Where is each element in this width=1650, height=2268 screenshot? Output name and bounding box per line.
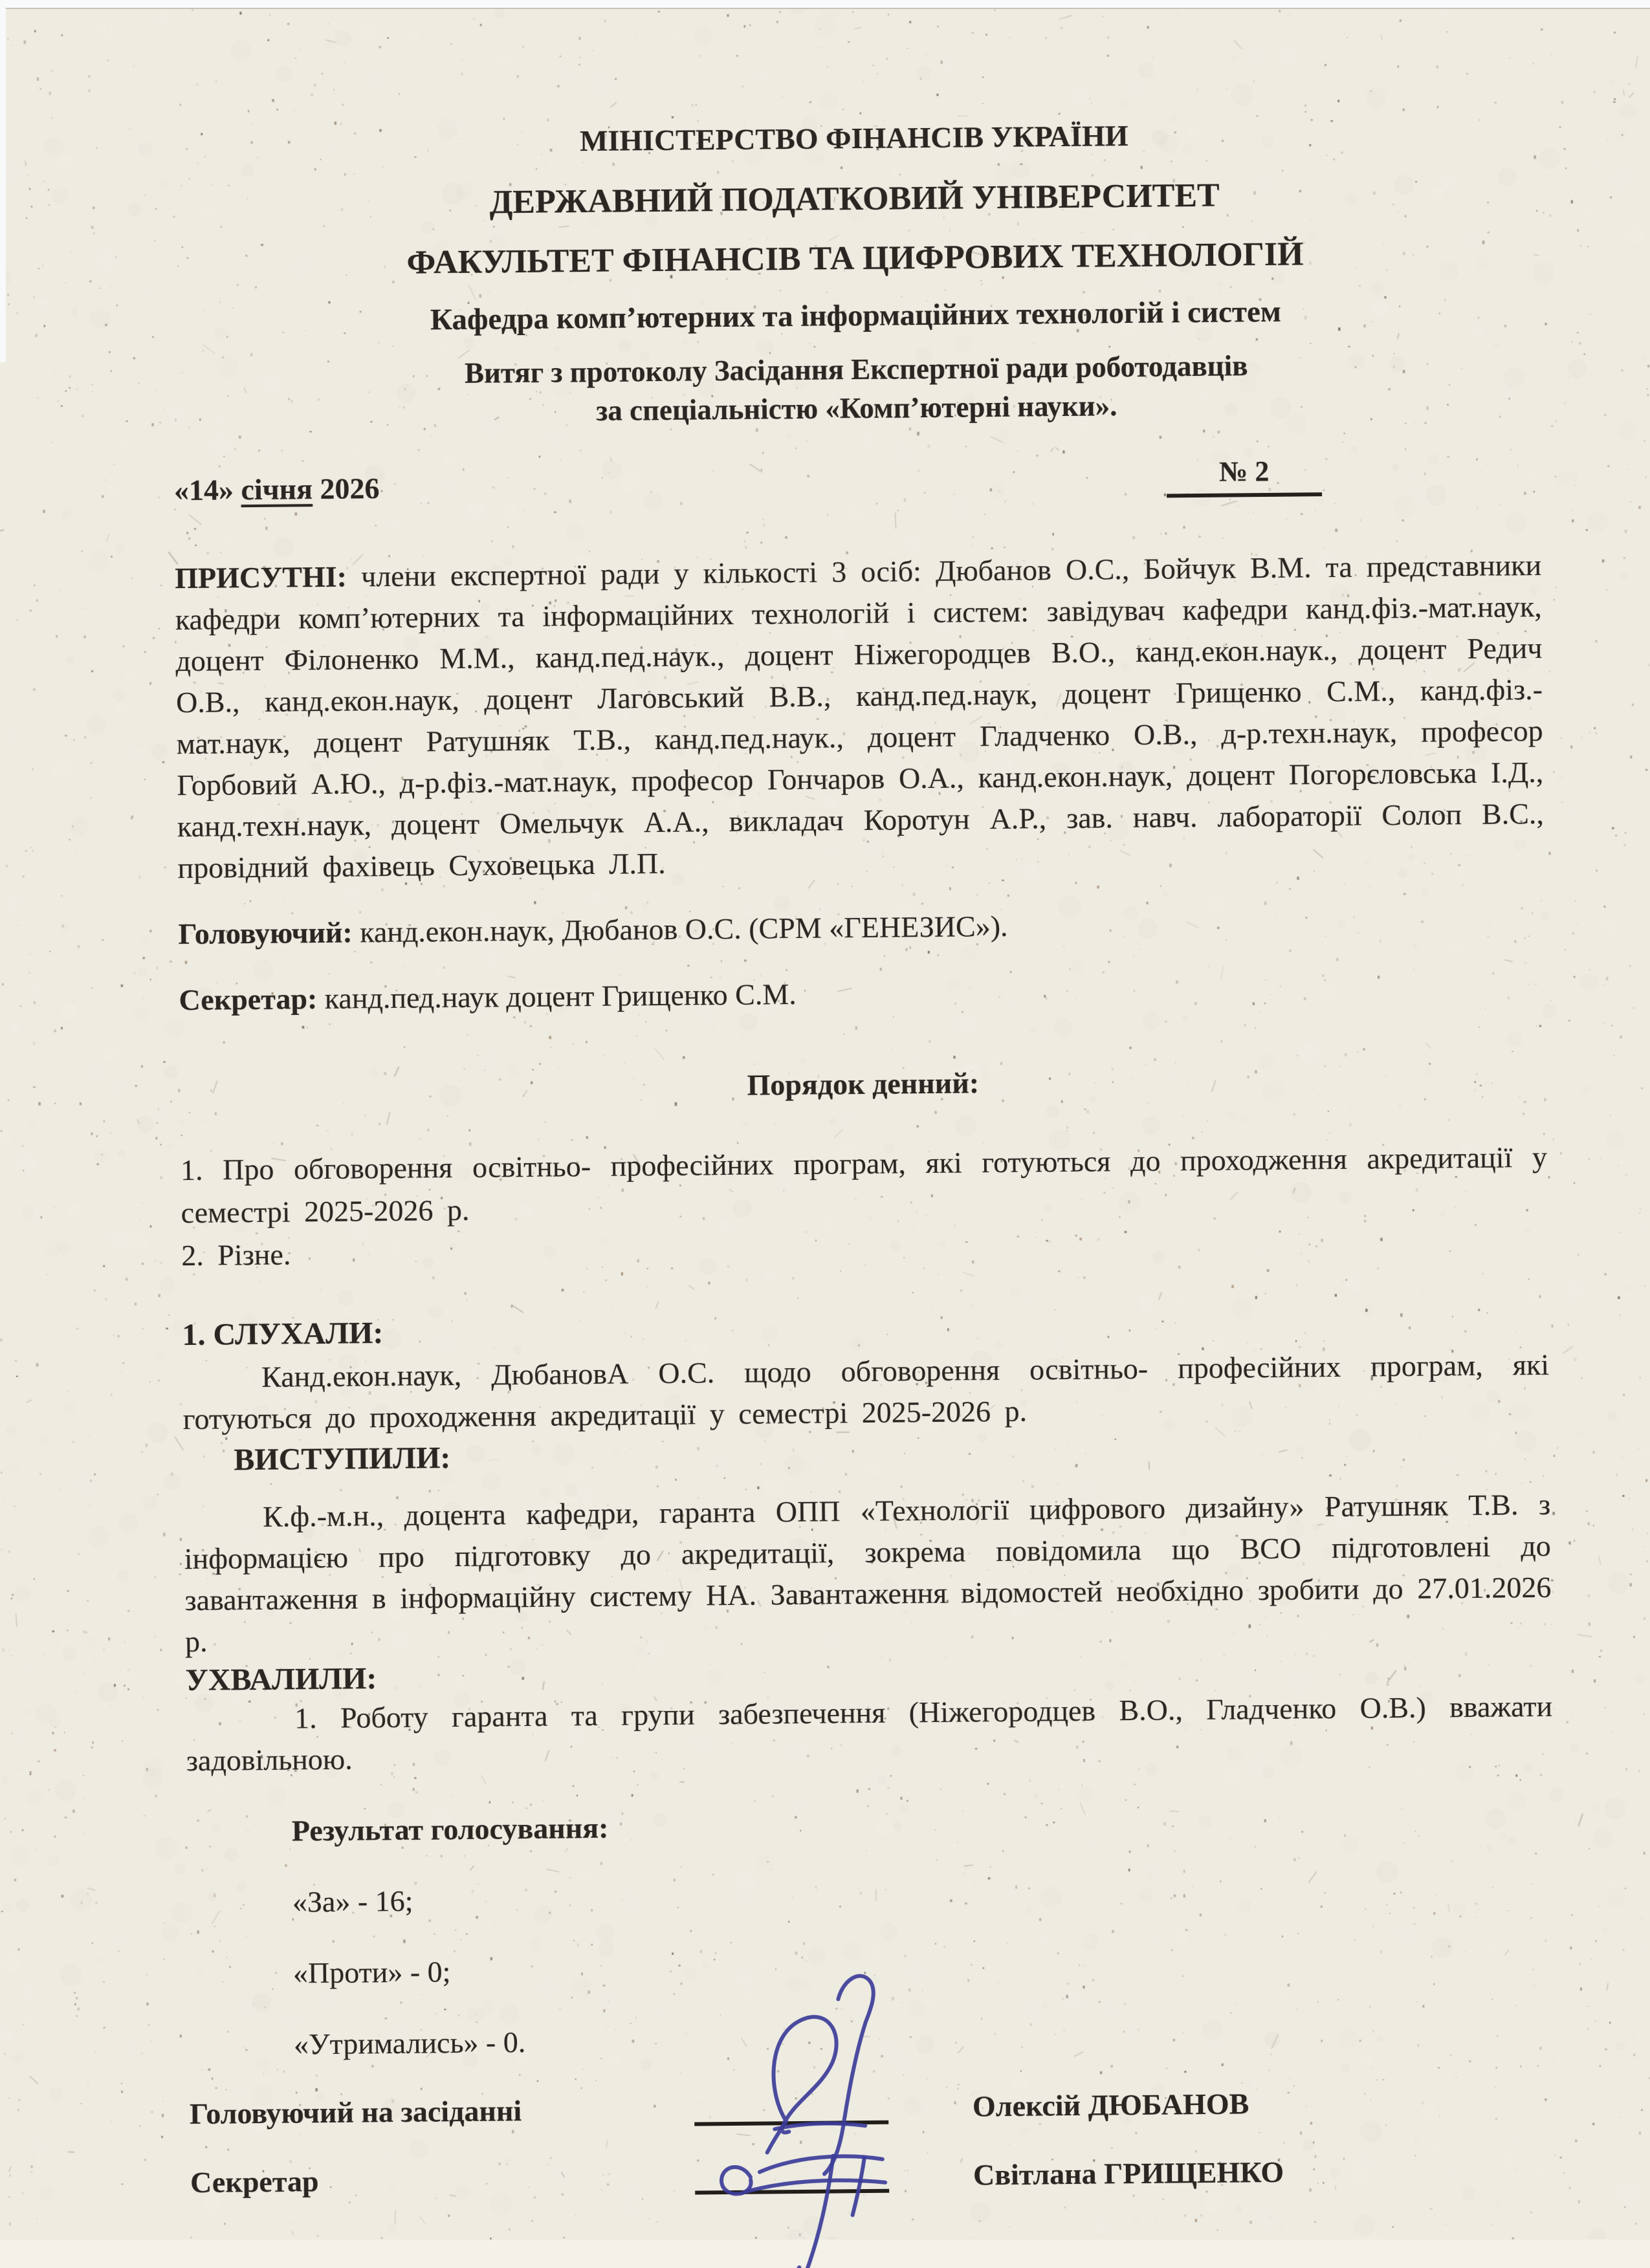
signature-line-secretary — [695, 2189, 889, 2195]
agenda-item-2: 2. Різне. — [181, 1238, 291, 1272]
signature-name-secretary: Світлана ГРИЩЕНКО — [973, 2155, 1284, 2192]
vote-abstained: «Утримались» - 0. — [293, 2025, 526, 2061]
signature-name-chairman: Олексій ДЮБАНОВ — [972, 2087, 1249, 2123]
chairman-text: канд.екон.наук, Дюбанов О.С. (СРМ «ГЕНЕЗИС»). — [359, 909, 1008, 949]
vote-for: «За» - 16; — [292, 1884, 413, 1919]
vote-against: «Проти» - 0; — [292, 1955, 451, 1990]
resolved-heading: УХВАЛИЛИ: — [185, 1661, 377, 1698]
spoke-heading: ВИСТУПИЛИ: — [234, 1441, 451, 1477]
date-year: 2026 — [320, 472, 380, 506]
present-label: ПРИСУТНІ: — [175, 560, 347, 595]
document-content — [170, 0, 1557, 2201]
secretary-label: Секретар: — [179, 982, 318, 1017]
secretary-line — [179, 969, 1545, 1018]
extract-title-line1: Витяг з протоколу Засідання Експертної ради роботодавців — [464, 349, 1248, 389]
document-date — [174, 471, 380, 507]
heard-heading: 1. СЛУХАЛИ: — [182, 1316, 384, 1353]
ministry-title: МІНІСТЕРСТВО ФІНАНСІВ УКРАЇНИ — [579, 119, 1128, 158]
signature-role-chairman: Головуючий на засіданні — [189, 2094, 522, 2131]
date-number-row — [174, 453, 1541, 507]
faculty-title: ФАКУЛЬТЕТ ФІНАНСІВ ТА ЦИФРОВИХ ТЕХНОЛОГІЙ — [406, 235, 1304, 281]
date-day: «14» — [173, 473, 234, 507]
present-text: члени експертної ради у кількості 3 осіб: Дюбанов О.С., Бойчук В.М. та представники кафедри комп’ютерних та інформаційних технологій і систем: завідувач кафедри канд.фіз.-мат.наук, доцент Філоненко М.М., канд.пед.наук., доцент Ніжегородцев В.О., канд.екон.наук., доцент Редич О.В., канд.екон.наук, доцент Лаговський В.В., канд.пед.наук, доцент Грищенко С.М., канд.фіз.-мат.наук, доцент Ратушняк Т.В., канд.пед.наук., доцент Гладченко О.В., д-р.техн.наук, професор Горбовий А.Ю., д-р.фіз.-мат.наук, професор Гончаров О.А., канд.екон.наук, доцент Погорєловська І.Д., канд.техн.наук, доцент Омельчук А.А., викладач Коротун А.Р., зав. навч. лабораторії Солоп В.С., провідний фахівець Суховецька Л.П. — [175, 548, 1545, 885]
heard-paragraph: Канд.екон.наук, ДюбановА О.С. щодо обговорення освітньо- професійних програм, які готуються до проходження акредитації у семестрі 2025-2026 р. — [182, 1347, 1550, 1436]
chairman-label: Головуючий: — [178, 915, 353, 951]
resolved-paragraph: 1. Роботу гаранта та групи забезпечення (Ніжегородцев В.О., Гладченко О.В.) вважати задовільною. — [186, 1689, 1553, 1778]
present-paragraph — [175, 545, 1545, 889]
signature-role-secretary: Секретар — [190, 2164, 319, 2199]
voting-title: Результат голосування: — [291, 1811, 609, 1848]
date-month: січня — [241, 472, 313, 507]
scan-edge-left — [0, 0, 6, 362]
agenda-list — [181, 1136, 1548, 1277]
document-number: № 2 — [1167, 454, 1323, 497]
chairman-line — [178, 903, 1545, 952]
extract-title-line2: за спеціальністю «Комп’ютерні науки». — [595, 389, 1117, 427]
spoke-paragraph: К.ф.-м.н., доцента кафедри, гаранта ОПП «Технології цифрового дизайну» Ратушняк Т.В. з інформацією про підготовку до акредитації, зокрема повідомила що ВСО підготовлені до завантаження в інформаційну систему НА. Завантаження відомостей необхідно зробити до 27.01.2026 р. — [184, 1487, 1552, 1659]
agenda-title: Порядок денний: — [747, 1066, 980, 1102]
secretary-text: канд.пед.наук доцент Грищенко С.М. — [324, 977, 797, 1015]
department-title: Кафедра комп’ютерних та інформаційних технологій і систем — [430, 294, 1282, 337]
agenda-item-1: 1. Про обговорення освітньо- професійних програм, які готуються до проходження акредитації у семестрі 2025-2026 р. — [180, 1140, 1548, 1230]
university-title: ДЕРЖАВНИЙ ПОДАТКОВИЙ УНІВЕРСИТЕТ — [489, 177, 1220, 221]
secretary-signature-ink — [699, 2093, 921, 2268]
